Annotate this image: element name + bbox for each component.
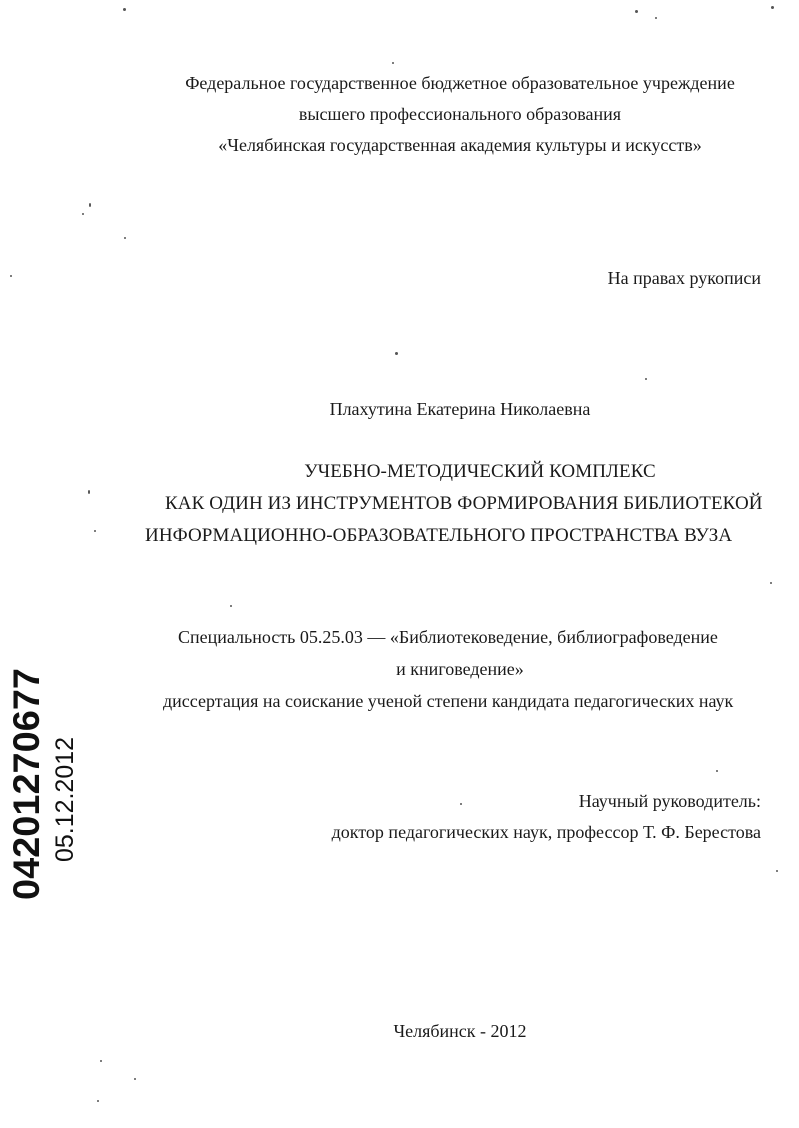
scan-speck bbox=[776, 870, 778, 872]
title-line-3: ИНФОРМАЦИОННО-ОБРАЗОВАТЕЛЬНОГО ПРОСТРАНСТВА ВУЗА bbox=[145, 525, 733, 546]
scan-speck bbox=[123, 8, 126, 11]
scan-speck bbox=[100, 1060, 102, 1062]
scan-speck bbox=[88, 490, 90, 494]
stamp-date: 05.12.2012 bbox=[51, 736, 79, 862]
scan-speck bbox=[770, 582, 772, 584]
scan-speck bbox=[645, 378, 647, 380]
library-stamp bbox=[0, 660, 84, 910]
scan-speck bbox=[635, 10, 638, 13]
scan-speck bbox=[89, 203, 91, 207]
supervisor-label: Научный руководитель: bbox=[578, 791, 761, 811]
dissertation-note: диссертация на соискание ученой степени кандидата педагогических наук bbox=[163, 691, 734, 711]
city-year: Челябинск - 2012 bbox=[393, 1021, 527, 1041]
scan-speck bbox=[460, 803, 462, 805]
specialty-line-2: и книговедение» bbox=[396, 659, 524, 679]
stamp-number: 04201270677 bbox=[6, 673, 47, 900]
author-name: Плахутина Екатерина Николаевна bbox=[329, 399, 591, 419]
institution-line-1: Федеральное государственное бюджетное образовательное учреждение bbox=[185, 73, 735, 93]
scan-speck bbox=[716, 770, 718, 772]
institution-line-2: высшего профессионального образования bbox=[298, 104, 622, 124]
scan-speck bbox=[97, 1100, 99, 1102]
supervisor-name: доктор педагогических наук, профессор Т. Ф. Берестова bbox=[331, 822, 761, 842]
scan-speck bbox=[124, 237, 126, 239]
scan-speck bbox=[10, 275, 12, 277]
institution-line-3: «Челябинская государственная академия культуры и искусств» bbox=[218, 135, 702, 155]
scan-speck bbox=[94, 530, 96, 532]
specialty-line-1: Специальность 05.25.03 — «Библиотековедение, библиографоведение bbox=[178, 627, 718, 647]
scan-speck bbox=[392, 62, 394, 64]
scan-speck bbox=[82, 213, 84, 215]
scan-speck bbox=[395, 352, 398, 355]
scan-speck bbox=[655, 17, 657, 19]
manuscript-note: На правах рукописи bbox=[607, 268, 761, 288]
scan-speck bbox=[230, 605, 232, 607]
scan-speck bbox=[771, 6, 774, 9]
title-line-1: УЧЕБНО-МЕТОДИЧЕСКИЙ КОМПЛЕКС bbox=[304, 461, 656, 482]
title-line-2: КАК ОДИН ИЗ ИНСТРУМЕНТОВ ФОРМИРОВАНИЯ БИБЛИОТЕКОЙ bbox=[165, 493, 763, 514]
scan-speck bbox=[134, 1078, 136, 1080]
